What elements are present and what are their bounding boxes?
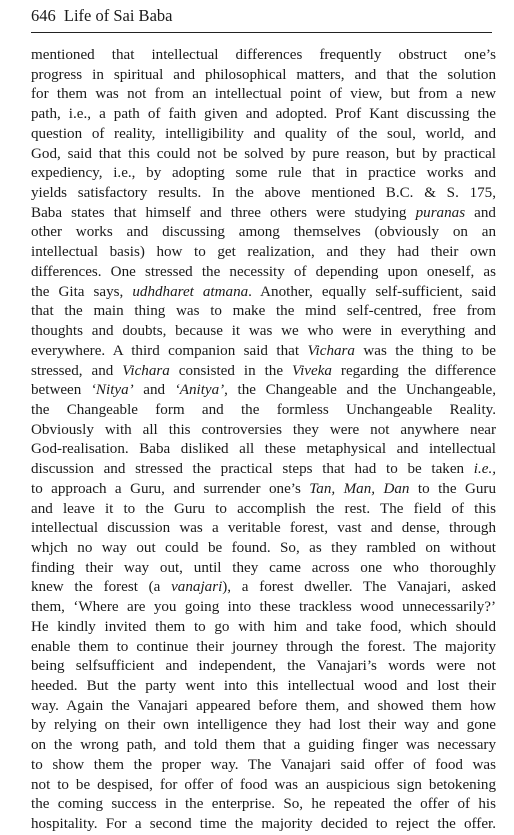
text-line (31, 657, 496, 677)
text-line (31, 677, 496, 697)
text-line (31, 164, 496, 184)
text-run: ), a forest dweller. The Vanajari, asked (222, 579, 496, 596)
text-line (31, 125, 496, 145)
text-run: hospitality. For a second time the majority decided to reject the offer. (31, 816, 496, 833)
text-run: intellectual discussion was a veritable forest, vast and dense, through (31, 520, 496, 537)
running-title: Life of Sai Baba (63, 6, 173, 25)
italic-term: Vichara (122, 362, 170, 379)
text-run: intellectual basis) how to get realization, and they had their own (31, 244, 496, 261)
text-line (31, 756, 496, 776)
text-run: by relying on their own intelligence they had lost their way and gone (31, 717, 496, 734)
text-line (31, 480, 496, 500)
text-run: and leave it to the Guru to accomplish the rest. The field of this (31, 500, 496, 517)
text-line (31, 815, 496, 835)
text-run: heeded. But the party went into this intellectual wood and lost their (31, 678, 496, 694)
text-run: enable them to continue their journey through the forest. The majority (31, 638, 496, 655)
text-run: discussion and stressed the practical steps that had to be taken (31, 461, 474, 478)
text-line (31, 440, 496, 460)
text-run: the Changeable form and the formless Unchangeable Reality. (31, 401, 496, 418)
text-line (31, 184, 496, 204)
text-line (31, 46, 496, 66)
text-run: stressed, and (31, 362, 123, 379)
text-run: mentioned that intellectual differences frequently obstruct one’s (31, 47, 496, 63)
text-line (31, 598, 496, 618)
italic-term: ‘Nitya’ (90, 382, 134, 399)
text-line (31, 421, 496, 441)
text-line (31, 500, 496, 520)
text-run: being selfsufficient and independent, the Vanajari’s words were not (31, 658, 496, 675)
text-line (31, 66, 496, 86)
text-line (31, 401, 496, 421)
italic-term: Tan, Man, Dan (309, 480, 410, 497)
text-line (31, 322, 496, 342)
text-run: everywhere. A third companion said that (31, 342, 308, 359)
text-run: finding their way out, until they came across one who thoroughly (31, 559, 496, 576)
body-text (31, 46, 496, 835)
text-run: consisted in the (169, 362, 292, 379)
text-run: whjch no way out could be found. So, as they rambled on without (31, 539, 496, 556)
text-run: was the thing to be (354, 342, 497, 359)
text-run: differences. One stressed the necessity of depending upon oneself, as (31, 263, 496, 280)
text-line (31, 736, 496, 756)
text-run: to approach a Guru, and surrender one’s (31, 480, 310, 497)
text-run: to the Guru (409, 480, 497, 497)
text-run: the Gita says, (31, 283, 133, 300)
text-line (31, 302, 496, 322)
text-line (31, 519, 496, 539)
text-run: regarding the difference (331, 362, 496, 379)
text-run: knew the forest (a (31, 579, 172, 596)
text-line (31, 381, 496, 401)
text-run: yields satisfactory results. In the above mentioned B.C. & S. 175, (31, 185, 496, 202)
text-run: between (31, 382, 91, 399)
text-run: expediency, i.e., by adopting some rule that in practice works and (31, 165, 496, 182)
text-run: question of reality, intelligibility and quality of the soul, world, and (31, 125, 496, 142)
text-line (31, 716, 496, 736)
text-run: them, ‘Where are you going into these trackless wood unnecessarily?’ (31, 599, 496, 616)
text-line (31, 578, 496, 598)
text-run: on the wrong path, and told them that a guiding finger was necessary (31, 737, 496, 754)
text-run: Obviously with all this controversies they were not anywhere near (31, 421, 496, 438)
text-line (31, 283, 496, 303)
italic-term: i.e., (473, 461, 496, 478)
text-line (31, 776, 496, 796)
text-line (31, 342, 496, 362)
text-line (31, 618, 496, 638)
italic-term: ‘Anitya’ (174, 382, 225, 399)
header-rule (31, 32, 492, 33)
text-run: and (465, 204, 496, 221)
text-run: that the main thing was to make the mind self-centred, free from (31, 303, 496, 320)
italic-term: Vichara (307, 342, 355, 359)
text-run: to show them the proper way. The Vanajari said offer of food was (31, 756, 496, 773)
text-line (31, 263, 496, 283)
italic-term: puranas (415, 204, 466, 221)
text-line (31, 204, 496, 224)
text-run: for them was not from an intellectual point of view, but from a new (31, 86, 496, 103)
text-line (31, 460, 496, 480)
running-header (31, 4, 492, 28)
text-line (31, 145, 496, 165)
text-run: thoughts and doubts, because it was we who were in everything and (31, 323, 496, 340)
text-run: God-realisation. Baba disliked all these metaphysical and intellectual (31, 441, 496, 458)
text-line (31, 559, 496, 579)
text-line (31, 638, 496, 658)
text-line (31, 85, 496, 105)
text-run: way. Again the Vanajari appeared before them, and showed them how (31, 697, 496, 714)
text-line (31, 105, 496, 125)
text-run: and (133, 382, 175, 399)
text-run: progress in spiritual and philosophical matters, and that the solution (31, 66, 496, 83)
text-run: God, said that this could not be solved by pure reason, but by practical (31, 145, 496, 162)
text-line (31, 223, 496, 243)
text-run: , the Changeable and the Unchangeable, (224, 382, 497, 399)
text-run: Baba states that himself and three others were studying (31, 204, 416, 221)
page-number: 646 (31, 6, 56, 25)
text-run: path, i.e., a path of faith given and adopted. Prof Kant discussing the (31, 106, 496, 123)
text-line (31, 795, 496, 815)
text-line (31, 539, 496, 559)
text-run: the coming success in the enterprise. So, he repeated the offer of his (31, 796, 496, 813)
text-run: other works and discussing among themselves (obviously on an (31, 224, 496, 241)
text-run: . Another, equally self-sufficient, said (248, 283, 496, 300)
italic-term: vanajari (171, 579, 223, 596)
text-line (31, 362, 496, 382)
italic-term: udhdharet atmana (132, 283, 249, 300)
text-line (31, 697, 496, 717)
text-run: He kindly invited them to go with him and take food, which should (31, 618, 496, 635)
text-run: not to be despised, for offer of food was an auspicious sign betokening (31, 776, 496, 793)
text-line (31, 243, 496, 263)
italic-term: Viveka (292, 362, 332, 379)
